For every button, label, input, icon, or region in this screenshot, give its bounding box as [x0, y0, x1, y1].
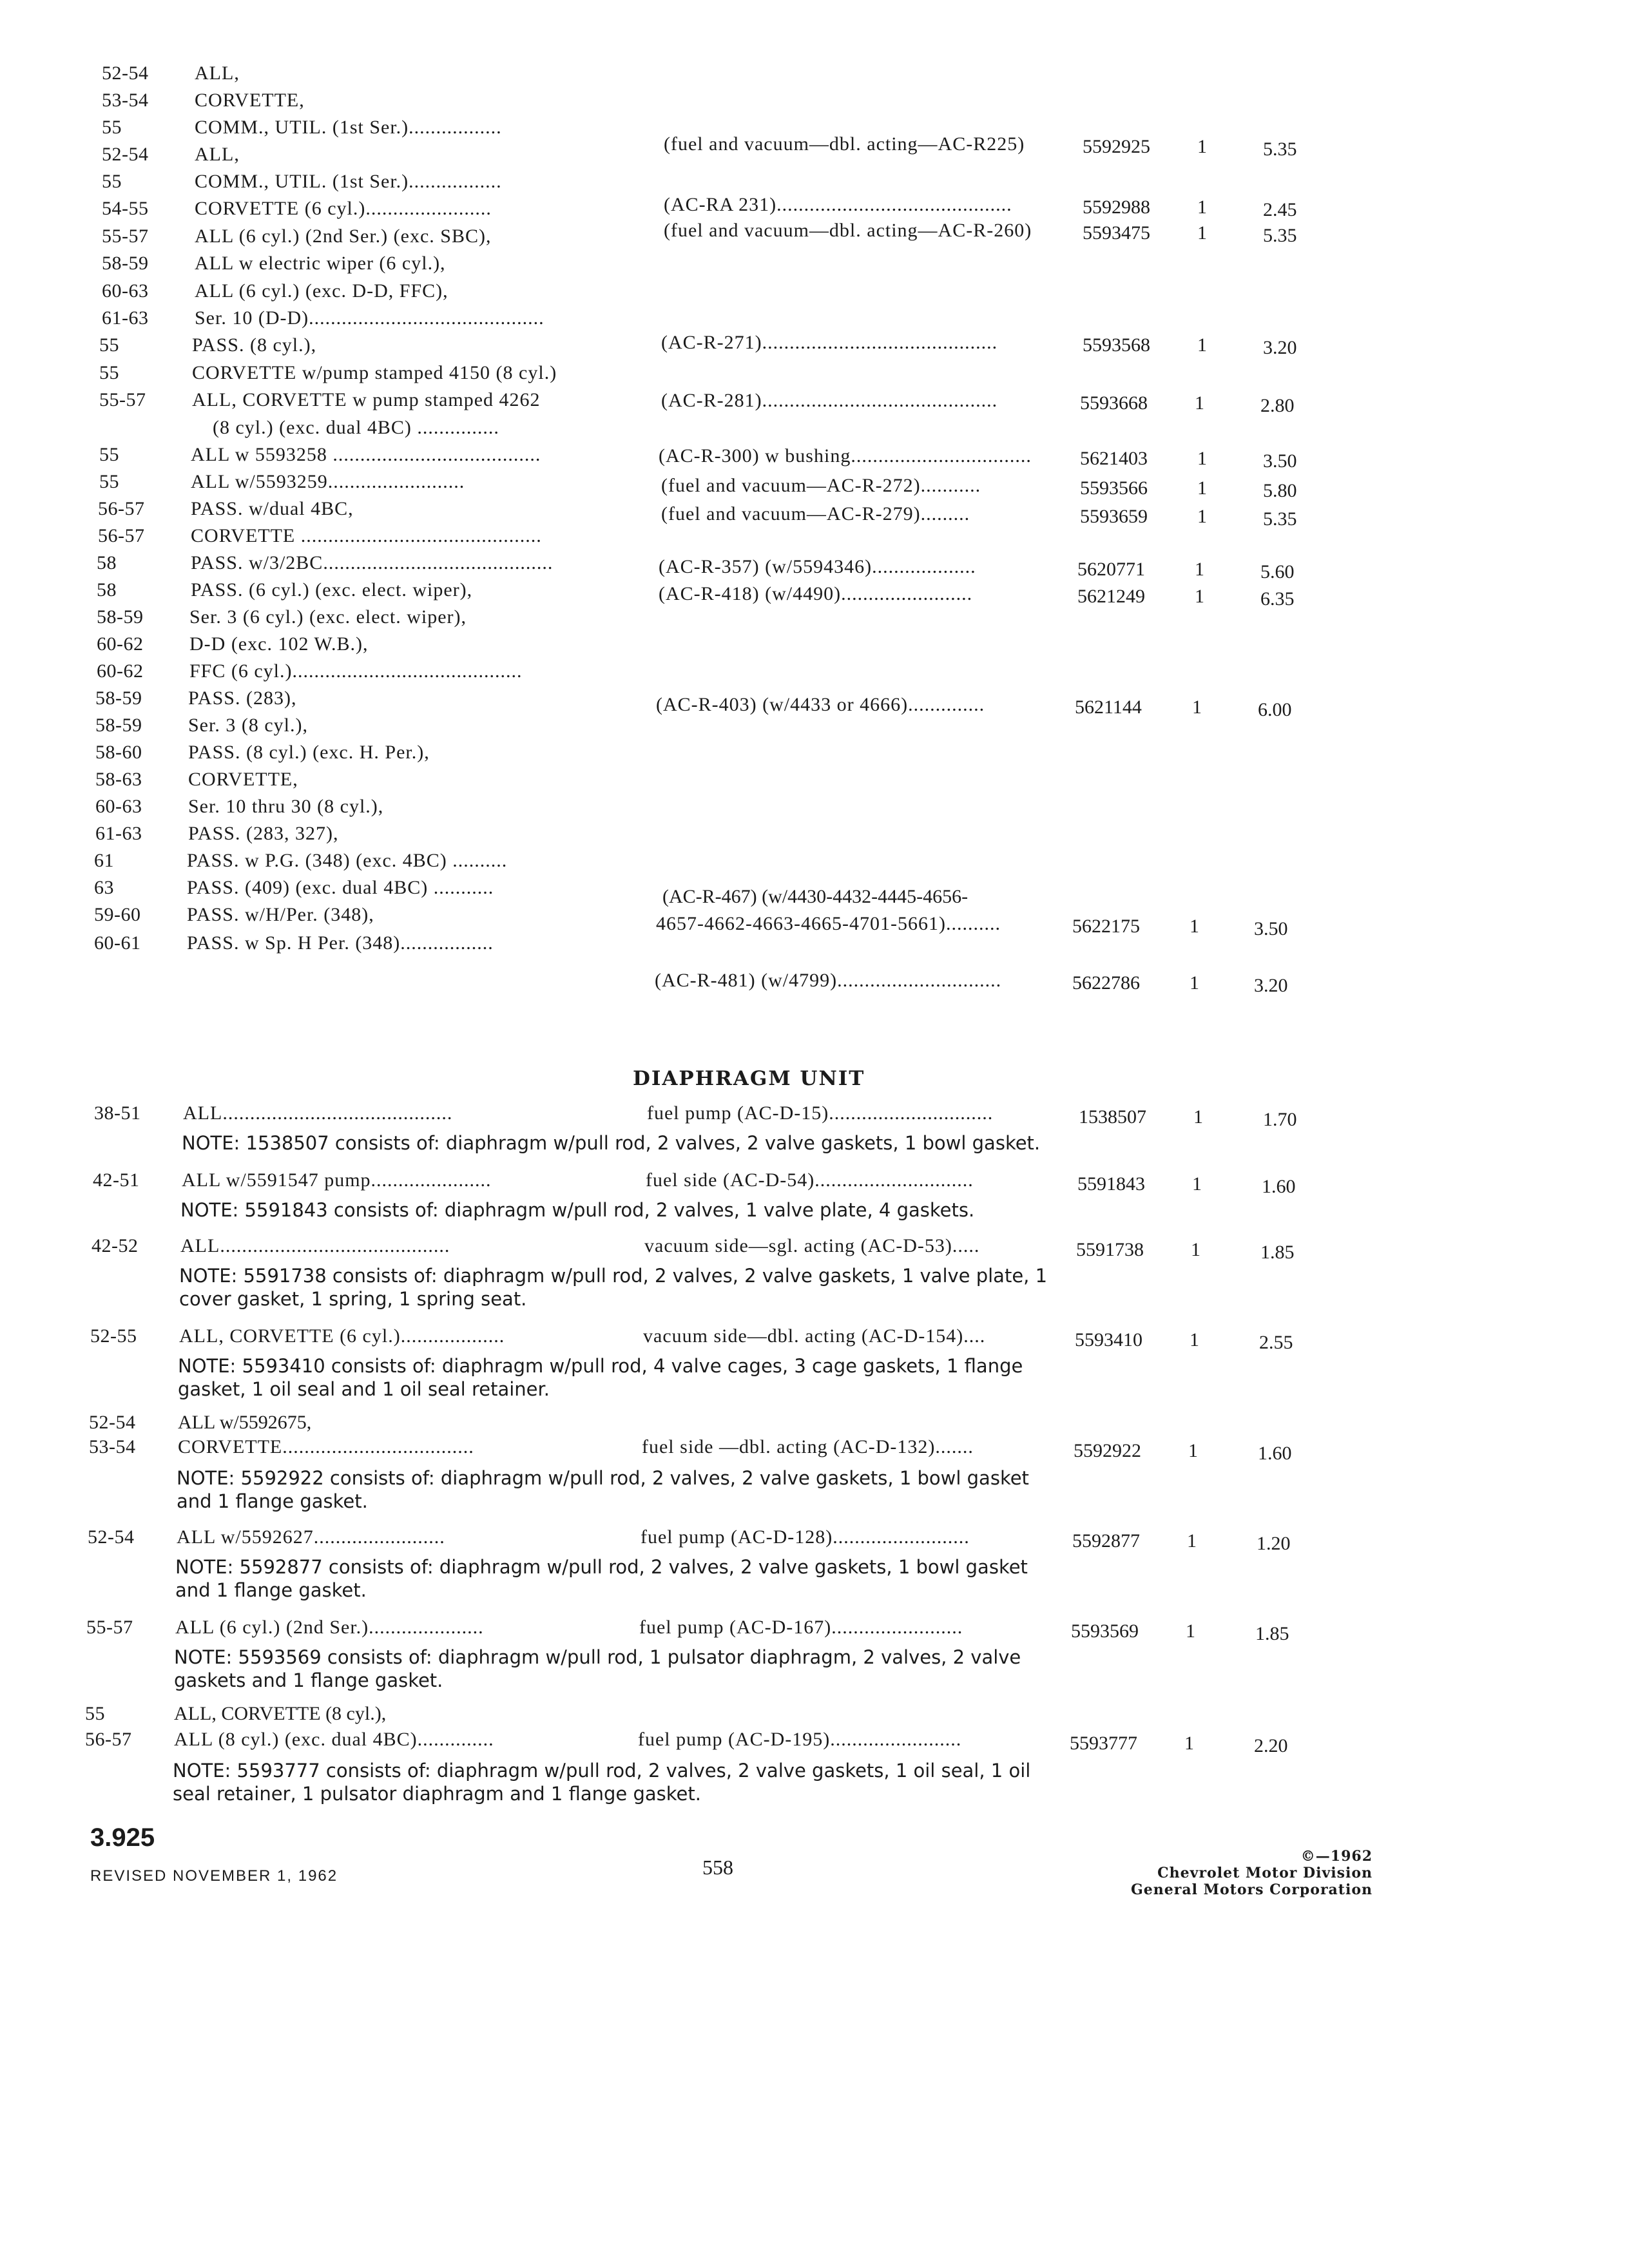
- part-description: (AC-R-403) (w/4433 or 4666)..............: [656, 694, 985, 715]
- model-application: FFC (6 cyl.)..........................................: [189, 660, 523, 682]
- model-application: ALL, CORVETTE w pump stamped 4262: [192, 389, 541, 410]
- part-note: NOTE: 5592922 consists of: diaphragm w/pull rod, 2 valves, 2 valve gaskets, 1 bowl gasket and 1 flange gasket.: [177, 1467, 1029, 1512]
- part-description: (AC-RA 231)...........................................: [664, 194, 1012, 215]
- model-years: 55: [102, 171, 122, 192]
- model-application: ALL, CORVETTE (6 cyl.)...................: [179, 1325, 505, 1347]
- page-number: 558: [702, 1856, 733, 1879]
- model-years: 55-57: [102, 226, 149, 247]
- model-application: ALL..........................................: [180, 1235, 450, 1256]
- model-years: 52-54: [88, 1526, 135, 1548]
- model-application: CORVETTE w/pump stamped 4150 (8 cyl.): [192, 362, 557, 383]
- model-application: CORVETTE,: [195, 90, 305, 111]
- part-price: 3.20: [1263, 337, 1297, 358]
- part-number: 5593668: [1080, 392, 1148, 414]
- model-application: ALL (6 cyl.) (2nd Ser.) (exc. SBC),: [195, 226, 492, 247]
- model-years: 52-55: [90, 1325, 137, 1347]
- part-description: fuel pump (AC-D-195)........................: [638, 1729, 962, 1750]
- model-years: 61: [94, 850, 114, 871]
- part-price: 5.35: [1263, 508, 1297, 530]
- model-application: PASS. w Sp. H Per. (348).................: [187, 932, 494, 954]
- part-price: 1.60: [1262, 1176, 1296, 1197]
- part-price: 2.55: [1259, 1332, 1293, 1353]
- model-application: ALL (8 cyl.) (exc. dual 4BC)..............: [174, 1729, 494, 1750]
- model-application: (8 cyl.) (exc. dual 4BC) ...............: [213, 417, 499, 438]
- part-description: vacuum side—sgl. acting (AC-D-53).....: [644, 1235, 980, 1256]
- part-quantity: 1: [1190, 916, 1199, 937]
- part-description: fuel side (AC-D-54).............................: [646, 1169, 974, 1191]
- part-quantity: 1: [1197, 506, 1207, 527]
- model-years: 54-55: [102, 198, 149, 219]
- model-application: ALL (6 cyl.) (exc. D-D, FFC),: [195, 280, 448, 302]
- part-number: 5621144: [1075, 697, 1142, 718]
- model-years: 52-54: [89, 1412, 136, 1433]
- model-application: ALL,: [195, 144, 240, 165]
- model-application: PASS. (409) (exc. dual 4BC) ...........: [187, 877, 494, 898]
- part-number: 5592925: [1083, 136, 1150, 157]
- model-application: CORVETTE ............................................: [191, 525, 542, 546]
- model-years: 52-54: [102, 62, 149, 84]
- model-application: PASS. (283, 327),: [188, 823, 339, 844]
- model-application: PASS. w P.G. (348) (exc. 4BC) ..........: [187, 850, 508, 871]
- part-number: 5621249: [1077, 586, 1145, 607]
- part-note: NOTE: 5593569 consists of: diaphragm w/pull rod, 1 pulsator diaphragm, 2 valves, 2 valve gaskets and 1 flange gasket.: [174, 1646, 1021, 1691]
- model-application: PASS. (8 cyl.) (exc. H. Per.),: [188, 742, 430, 763]
- part-number: 5592988: [1083, 197, 1150, 218]
- part-price: 5.60: [1260, 561, 1295, 582]
- part-number: 5622175: [1072, 916, 1140, 937]
- model-application: ALL w electric wiper (6 cyl.),: [195, 253, 446, 274]
- part-number: 5593659: [1080, 506, 1148, 527]
- part-price: 2.45: [1263, 199, 1297, 220]
- model-years: 58: [97, 552, 117, 573]
- part-price: 2.20: [1254, 1735, 1288, 1756]
- part-quantity: 1: [1197, 448, 1207, 469]
- model-application: PASS. w/3/2BC..........................................: [191, 552, 554, 573]
- model-years: 52-54: [102, 144, 149, 165]
- revised-date: REVISED NOVEMBER 1, 1962: [90, 1867, 338, 1885]
- corporation-name: General Motors Corporation: [1130, 1881, 1373, 1898]
- part-price: 1.85: [1260, 1242, 1295, 1263]
- model-application: CORVETTE,: [188, 769, 298, 790]
- part-quantity: 1: [1190, 1329, 1199, 1350]
- part-number: 5621403: [1080, 448, 1148, 469]
- part-quantity: 1: [1193, 1106, 1203, 1128]
- section-heading: DIAPHRAGM UNIT: [633, 1067, 865, 1090]
- part-description: fuel pump (AC-D-128).........................: [641, 1526, 970, 1548]
- part-number: 5592877: [1072, 1530, 1140, 1552]
- part-price: 6.35: [1260, 588, 1295, 610]
- part-quantity: 1: [1197, 136, 1207, 157]
- model-years: 55: [99, 444, 119, 465]
- part-description: (fuel and vacuum—AC-R-279).........: [661, 503, 970, 524]
- model-years: 60-61: [94, 932, 141, 954]
- part-note: NOTE: 5591843 consists of: diaphragm w/pull rod, 2 valves, 1 valve plate, 4 gaskets.: [180, 1199, 975, 1221]
- part-number: 5593568: [1083, 334, 1150, 356]
- model-years: 55-57: [99, 389, 146, 410]
- part-quantity: 1: [1187, 1530, 1197, 1552]
- part-price: 1.85: [1255, 1623, 1289, 1644]
- copyright-year: ©—1962: [1300, 1848, 1373, 1865]
- model-application: PASS. (6 cyl.) (exc. elect. wiper),: [191, 579, 473, 601]
- model-years: 53-54: [89, 1436, 136, 1457]
- part-quantity: 1: [1192, 697, 1202, 718]
- model-years: 60-62: [97, 633, 144, 655]
- part-price: 5.35: [1263, 225, 1297, 246]
- part-quantity: 1: [1191, 1239, 1200, 1260]
- model-application: CORVETTE...................................: [178, 1436, 474, 1457]
- part-price: 3.50: [1263, 450, 1297, 472]
- part-number: 5620771: [1077, 559, 1145, 580]
- part-quantity: 1: [1190, 972, 1199, 994]
- model-application: PASS. (8 cyl.),: [192, 334, 317, 356]
- part-description: (AC-R-281)...........................................: [661, 390, 998, 411]
- part-number: 5622786: [1072, 972, 1140, 994]
- model-application: PASS. w/dual 4BC,: [191, 498, 354, 519]
- part-number: 5593475: [1083, 222, 1150, 244]
- model-application: PASS. (283),: [188, 687, 297, 709]
- model-years: 55: [99, 471, 119, 492]
- model-application: D-D (exc. 102 W.B.),: [189, 633, 369, 655]
- model-years: 58-60: [95, 742, 142, 763]
- part-note: NOTE: 1538507 consists of: diaphragm w/pull rod, 2 valves, 2 valve gaskets, 1 bowl gasket.: [182, 1132, 1041, 1154]
- part-quantity: 1: [1197, 197, 1207, 218]
- part-number: 5593410: [1075, 1329, 1142, 1350]
- part-number: 5591738: [1076, 1239, 1144, 1260]
- model-application: Ser. 3 (8 cyl.),: [188, 715, 308, 736]
- model-years: 42-52: [92, 1235, 139, 1256]
- part-description: (AC-R-271)...........................................: [661, 332, 998, 353]
- part-price: 5.35: [1263, 139, 1297, 160]
- part-number: 1538507: [1079, 1106, 1146, 1128]
- model-years: 53-54: [102, 90, 149, 111]
- part-note: NOTE: 5593410 consists of: diaphragm w/pull rod, 4 valve cages, 3 cage gaskets, 1 flange gasket, 1 oil seal and 1 oil seal retainer.: [178, 1355, 1023, 1400]
- part-quantity: 1: [1192, 1173, 1202, 1195]
- model-years: 42-51: [93, 1169, 140, 1191]
- model-years: 63: [94, 877, 114, 898]
- model-years: 38-51: [94, 1102, 141, 1124]
- model-years: 56-57: [98, 498, 145, 519]
- part-price: 3.50: [1254, 918, 1288, 939]
- model-application: PASS. w/H/Per. (348),: [187, 904, 374, 925]
- division-name: Chevrolet Motor Division: [1157, 1865, 1373, 1881]
- part-number: 5593777: [1070, 1733, 1137, 1754]
- model-years: 56-57: [98, 525, 145, 546]
- part-description: (fuel and vacuum—AC-R-272)...........: [661, 475, 981, 496]
- model-application: COMM., UTIL. (1st Ser.).................: [195, 171, 502, 192]
- model-application: ALL, CORVETTE (8 cyl.),: [174, 1703, 387, 1724]
- part-price: 1.70: [1263, 1109, 1297, 1130]
- model-application: COMM., UTIL. (1st Ser.).................: [195, 117, 502, 138]
- part-description: (AC-R-481) (w/4799)..............................: [655, 970, 1002, 991]
- model-years: 55: [85, 1703, 105, 1724]
- model-application: Ser. 10 thru 30 (8 cyl.),: [188, 796, 384, 817]
- part-description: (AC-R-300) w bushing.................................: [659, 445, 1032, 466]
- part-description: fuel side —dbl. acting (AC-D-132).......: [642, 1436, 974, 1457]
- model-application: CORVETTE (6 cyl.).......................: [195, 198, 492, 219]
- model-years: 56-57: [85, 1729, 132, 1750]
- part-number: 5591843: [1077, 1173, 1145, 1195]
- model-years: 60-62: [97, 660, 144, 682]
- part-description: vacuum side—dbl. acting (AC-D-154)....: [643, 1325, 986, 1347]
- model-years: 58-59: [95, 687, 142, 709]
- part-quantity: 1: [1195, 586, 1204, 607]
- model-years: 61-63: [95, 823, 142, 844]
- part-description: fuel pump (AC-D-167)........................: [639, 1617, 963, 1638]
- part-quantity: 1: [1188, 1440, 1198, 1461]
- model-application: Ser. 10 (D-D)...........................................: [195, 307, 545, 329]
- model-years: 58-59: [102, 253, 149, 274]
- model-years: 58: [97, 579, 117, 601]
- part-description-continued: (AC-R-467) (w/4430-4432-4445-4656-: [662, 886, 969, 907]
- part-quantity: 1: [1195, 392, 1204, 414]
- model-application: ALL..........................................: [183, 1102, 453, 1124]
- section-number: 3.925: [90, 1823, 155, 1852]
- part-quantity: 1: [1195, 559, 1204, 580]
- part-description: (fuel and vacuum—dbl. acting—AC-R225): [664, 133, 1025, 155]
- model-application: ALL w/5592627........................: [177, 1526, 445, 1548]
- model-years: 61-63: [102, 307, 149, 329]
- part-note: NOTE: 5593777 consists of: diaphragm w/pull rod, 2 valves, 2 valve gaskets, 1 oil seal, 1 oil seal retainer, 1 pulsator diaphragm and 1 flange gasket.: [173, 1760, 1031, 1805]
- part-description: (AC-R-418) (w/4490)........................: [659, 583, 973, 604]
- part-price: 1.20: [1257, 1533, 1291, 1554]
- model-application: ALL w/5592675,: [178, 1412, 312, 1433]
- part-number: 5593566: [1080, 477, 1148, 499]
- model-years: 55: [99, 334, 119, 356]
- model-years: 55: [99, 362, 119, 383]
- part-price: 2.80: [1260, 395, 1295, 416]
- part-description: fuel pump (AC-D-15)..............................: [647, 1102, 994, 1124]
- model-years: 60-63: [102, 280, 149, 302]
- part-number: 5592922: [1074, 1440, 1141, 1461]
- part-price: 3.20: [1254, 975, 1288, 996]
- copyright-block: [1131, 1848, 1373, 1898]
- model-years: 60-63: [95, 796, 142, 817]
- part-description: (AC-R-357) (w/5594346)...................: [659, 556, 976, 577]
- part-quantity: 1: [1186, 1620, 1195, 1642]
- part-quantity: 1: [1197, 334, 1207, 356]
- part-description: (fuel and vacuum—dbl. acting—AC-R-260): [664, 220, 1032, 241]
- model-application: Ser. 3 (6 cyl.) (exc. elect. wiper),: [189, 606, 467, 628]
- model-years: 58-63: [95, 769, 142, 790]
- part-price: 5.80: [1263, 480, 1297, 501]
- model-years: 58-59: [95, 715, 142, 736]
- part-note: NOTE: 5592877 consists of: diaphragm w/pull rod, 2 valves, 2 valve gaskets, 1 bowl gasket and 1 flange gasket.: [175, 1556, 1028, 1601]
- model-application: ALL w/5591547 pump......................: [182, 1169, 492, 1191]
- model-years: 58-59: [97, 606, 144, 628]
- model-application: ALL (6 cyl.) (2nd Ser.).....................: [175, 1617, 484, 1638]
- part-description: 4657-4662-4663-4665-4701-5661)..........: [656, 913, 1001, 934]
- model-years: 59-60: [94, 904, 141, 925]
- model-application: ALL w/5593259.........................: [191, 471, 465, 492]
- model-application: ALL w 5593258 ......................................: [191, 444, 541, 465]
- part-price: 6.00: [1258, 699, 1292, 720]
- model-years: 55-57: [86, 1617, 133, 1638]
- part-price: 1.60: [1258, 1443, 1292, 1464]
- part-quantity: 1: [1197, 477, 1207, 499]
- part-note: NOTE: 5591738 consists of: diaphragm w/pull rod, 2 valves, 2 valve gaskets, 1 valve plate, 1 cover gasket, 1 spring, 1 spring seat.: [179, 1265, 1048, 1310]
- part-quantity: 1: [1197, 222, 1207, 244]
- part-quantity: 1: [1184, 1733, 1194, 1754]
- part-number: 5593569: [1071, 1620, 1139, 1642]
- model-application: ALL,: [195, 62, 240, 84]
- model-years: 55: [102, 117, 122, 138]
